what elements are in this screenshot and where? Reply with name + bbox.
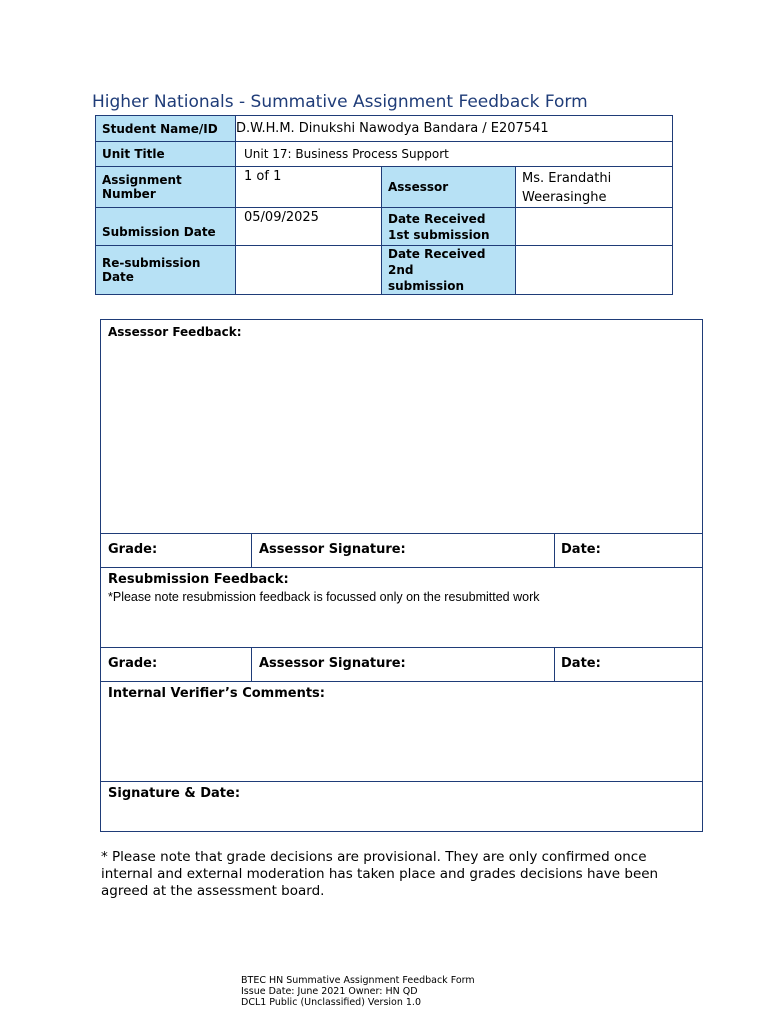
date-label-2: Date:: [561, 656, 601, 671]
assignment-number-value: 1 of 1: [236, 167, 382, 208]
date-received-2-line2: submission: [388, 279, 465, 293]
footer-line-1: BTEC HN Summative Assignment Feedback Form: [241, 975, 475, 986]
footer: [241, 975, 475, 1008]
submission-date-label: Submission Date: [96, 208, 236, 246]
submission-date-value: 05/09/2025: [236, 208, 382, 246]
footer-line-3: DCL1 Public (Unclassified) Version 1.0: [241, 997, 421, 1008]
grade-label-1: Grade:: [101, 534, 252, 567]
unit-title-label: Unit Title: [96, 142, 236, 167]
page-title: Higher Nationals - Summative Assignment Feedback Form: [92, 92, 588, 112]
assessor-value: [516, 167, 673, 208]
date-received-2-label: [382, 246, 516, 295]
internal-verifier-section: [101, 682, 702, 782]
student-name-label: Student Name/ID: [96, 116, 236, 142]
assessor-signature-label-1: Assessor Signature:: [252, 534, 555, 567]
date-received-2-value: [516, 246, 673, 295]
student-name-value: D.W.H.M. Dinukshi Nawodya Bandara / E207541: [236, 116, 673, 142]
resubmission-note: *Please note resubmission feedback is focussed only on the resubmitted work: [108, 590, 540, 604]
provisional-grade-note: * Please note that grade decisions are provisional. They are only confirmed once internal and external moderation has taken place and grades decisions have been agreed at the assessment board.: [101, 849, 659, 899]
grade-label-2: Grade:: [101, 648, 252, 681]
assessor-value-line1: Ms. Erandathi: [522, 171, 612, 186]
assessor-label: Assessor: [382, 167, 516, 208]
assessor-value-line2: Weerasinghe: [522, 190, 607, 205]
date-received-1-value: [516, 208, 673, 246]
resubmission-feedback-section: [101, 568, 702, 648]
assignment-info-table: [95, 115, 673, 295]
date-received-1-line1: Date Received: [388, 211, 486, 226]
feedback-table: [100, 319, 703, 832]
resubmission-date-value: [236, 246, 382, 295]
footer-line-2: Issue Date: June 2021 Owner: HN QD: [241, 986, 418, 997]
assessor-feedback-section: [101, 320, 702, 534]
resubmission-date-label: Re-submission Date: [96, 246, 236, 295]
assessor-signature-label-2: Assessor Signature:: [252, 648, 555, 681]
signature-date-label: Signature & Date:: [108, 786, 241, 801]
grade-row-1: [101, 534, 702, 568]
grade-row-2: [101, 648, 702, 682]
resubmission-feedback-label: Resubmission Feedback:: [108, 572, 289, 587]
signature-date-section: [101, 782, 702, 831]
date-received-1-label: [382, 208, 516, 246]
assignment-number-label: Assignment Number: [96, 167, 236, 208]
date-received-2-line1: Date Received 2nd: [388, 247, 486, 277]
date-label-1: Date:: [561, 542, 601, 557]
assessor-feedback-label: Assessor Feedback:: [108, 325, 242, 339]
iv-comments-label: Internal Verifier’s Comments:: [108, 686, 325, 701]
unit-title-value: Unit 17: Business Process Support: [236, 142, 673, 167]
date-received-1-line2: 1st submission: [388, 227, 490, 242]
